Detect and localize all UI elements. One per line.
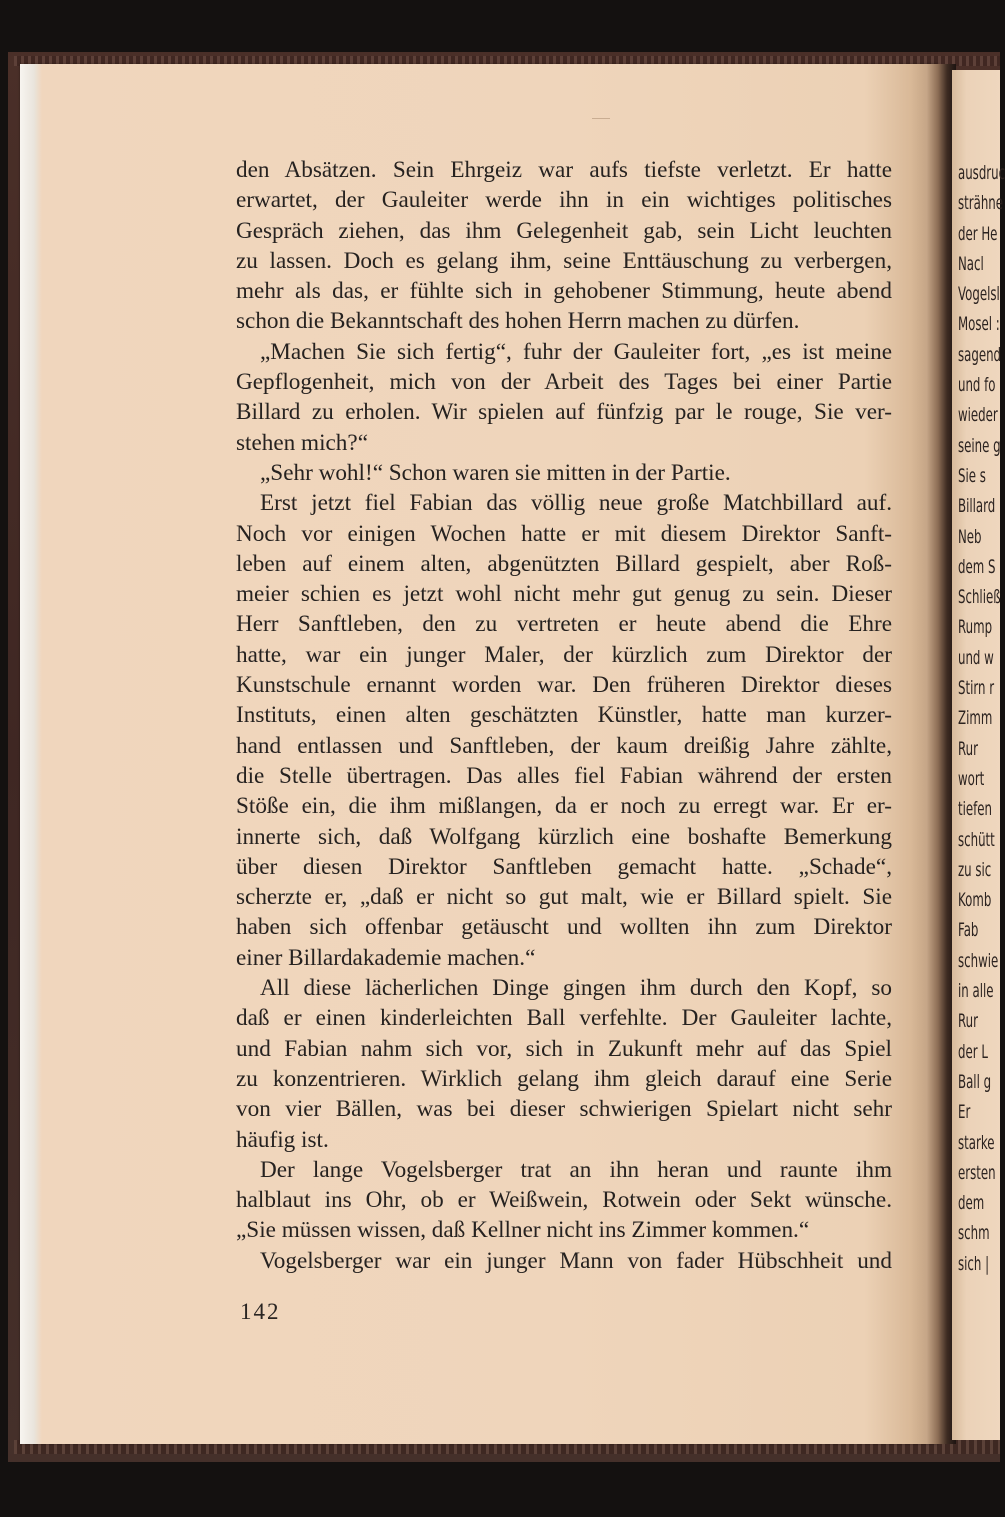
text-line: daß er einen kinderleichten Ball verfehlte. Der Gauleiter lachte, — [236, 1005, 892, 1032]
facing-page-fragment: ersten — [958, 1161, 996, 1184]
text-line: haben sich offenbar getäuscht und wollten ihn zum Direktor — [236, 914, 892, 941]
facing-page-fragment: Neb — [958, 525, 982, 548]
facing-page-fragment: wort — [958, 767, 985, 790]
facing-page-fragment: Stirn r — [958, 677, 995, 700]
stray-mark — [592, 118, 610, 119]
body-text — [236, 155, 892, 1276]
text-line: zu lassen. Doch es gelang ihm, seine Enttäuschung zu verbergen, — [236, 247, 892, 274]
text-line: Kunstschule ernannt worden war. Den früheren Direktor dieses — [236, 672, 892, 699]
facing-page-fragment: Zimm — [958, 707, 993, 730]
text-line: mehr als das, er fühlte sich in gehobener Stimmung, heute abend — [236, 278, 892, 305]
facing-page-fragment: starke — [958, 1131, 995, 1154]
facing-page-fragment: sich | — [958, 1252, 990, 1275]
text-line: schon die Bekanntschaft des hohen Herrn machen zu dürfen. — [236, 308, 800, 335]
text-line: einer Billardakademie machen.“ — [236, 944, 536, 971]
text-line: Gepflogenheit, mich von der Arbeit des Tages bei einer Partie — [236, 369, 892, 396]
facing-page-fragment: der He — [958, 222, 998, 245]
facing-page-fragment: ausdruc — [958, 162, 1005, 184]
facing-page-fragment: in alle — [958, 980, 994, 1003]
facing-page-fragment: Komb — [958, 889, 992, 912]
text-line: den Absätzen. Sein Ehrgeiz war aufs tiefste verletzt. Er hatte — [236, 157, 892, 183]
page-number: 142 — [240, 1299, 281, 1324]
facing-page-fragment: der L — [958, 1040, 988, 1063]
text-line: Erst jetzt fiel Fabian das völlig neue große Matchbillard auf. — [260, 490, 892, 517]
facing-page-fragment: Ball g — [958, 1070, 992, 1093]
text-line: Billard zu erholen. Wir spielen auf fünfzig par le rouge, Sie ver- — [236, 399, 892, 426]
text-line: leben auf einem alten, abgenützten Billard gespielt, aber Roß- — [236, 550, 892, 577]
text-line: hand entlassen und Sanftleben, der kaum dreißig Jahre zählte, — [236, 732, 892, 759]
facing-page-fragment: seine g — [958, 434, 1001, 457]
text-line: zu konzentrieren. Wirklich gelang ihm gleich darauf eine Serie — [236, 1065, 892, 1092]
text-line: Stöße ein, die ihm mißlangen, da er noch zu erregt war. Er er- — [236, 793, 892, 820]
text-line: und Fabian nahm sich vor, sich in Zukunft mehr auf das Spiel — [236, 1035, 892, 1062]
text-line: Gespräch ziehen, das ihm Gelegenheit gab, sein Licht leuchten — [236, 217, 892, 244]
text-line: „Machen Sie sich fertig“, fuhr der Gauleiter fort, „es ist meine — [260, 338, 892, 365]
facing-page-fragment: schwie — [958, 949, 999, 972]
text-line: Instituts, einen alten geschätzten Künstler, hatte man kurzer- — [236, 702, 892, 729]
text-line: All diese lächerlichen Dinge gingen ihm durch den Kopf, so — [260, 975, 892, 1002]
facing-page-fragment: Rur — [958, 1010, 978, 1033]
facing-page-fragment: Schließ — [958, 586, 1001, 609]
facing-page-fragment: schm — [958, 1222, 990, 1245]
facing-page-fragments — [958, 158, 1005, 1279]
text-line: die Stelle übertragen. Das alles fiel Fabian während der ersten — [236, 762, 892, 789]
facing-page-fragment: Mosel : — [958, 313, 1000, 336]
facing-page-fragment: Nacl — [958, 252, 984, 275]
facing-page-fragment: Fab — [958, 919, 979, 942]
text-line: Herr Sanftleben, den zu vertreten er heute abend die Ehre — [236, 611, 892, 638]
text-line: erwartet, der Gauleiter werde ihn in ein wichtiges politisches — [236, 187, 892, 214]
facing-page-fragment: und w — [958, 646, 994, 669]
facing-page-fragment: zu sic — [958, 858, 992, 881]
right-page — [952, 70, 1005, 1440]
text-line: hatte, war ein junger Maler, der kürzlich zum Direktor der — [236, 641, 892, 668]
text-line: Der lange Vogelsberger trat an ihn heran und raunte ihm — [260, 1156, 892, 1183]
facing-page-fragment: strähne — [958, 192, 1003, 215]
facing-page-fragment: tiefen — [958, 798, 993, 821]
text-line: innerte sich, daß Wolfgang kürzlich eine boshafte Bemerkung — [236, 823, 892, 850]
text-line: stehen mich?“ — [236, 429, 368, 456]
facing-page-fragment: Vogelsl — [958, 283, 1000, 306]
text-line: häufig ist. — [236, 1126, 329, 1153]
facing-page-fragment: dem S — [958, 555, 996, 578]
text-line: über diesen Direktor Sanftleben gemacht hatte. „Schade“, — [236, 853, 892, 880]
facing-page-fragment: wieder — [958, 404, 998, 427]
facing-page-fragment: Sie s — [958, 464, 986, 487]
facing-page-fragment: sagend — [958, 343, 1002, 366]
text-line: scherzte er, „daß er nicht so gut malt, wie er Billard spielt. Sie — [236, 884, 892, 911]
facing-page-fragment: Rump — [958, 616, 993, 639]
text-line: „Sehr wohl!“ Schon waren sie mitten in der Partie. — [260, 459, 731, 486]
facing-page-fragment: dem — [958, 1192, 985, 1215]
text-line: meier schien es jetzt wohl nicht mehr gut genug zu sein. Dieser — [236, 581, 892, 608]
facing-page-fragment: Rur — [958, 737, 978, 760]
facing-page-fragment: Er — [958, 1101, 971, 1124]
text-line: Vogelsberger war ein junger Mann von fader Hübschheit und — [260, 1247, 892, 1274]
text-line: halblaut ins Ohr, ob er Weißwein, Rotwein oder Sekt wünsche. — [236, 1187, 892, 1214]
text-line: „Sie müssen wissen, daß Kellner nicht ins Zimmer kommen.“ — [236, 1217, 810, 1244]
facing-page-fragment: und fo — [958, 374, 996, 397]
facing-page-fragment: Billard — [958, 495, 996, 518]
text-line: Noch vor einigen Wochen hatte er mit diesem Direktor Sanft- — [236, 520, 892, 547]
facing-page-fragment: schütt — [958, 828, 995, 851]
text-line: von vier Bällen, was bei dieser schwierigen Spielart nicht sehr — [236, 1096, 892, 1123]
